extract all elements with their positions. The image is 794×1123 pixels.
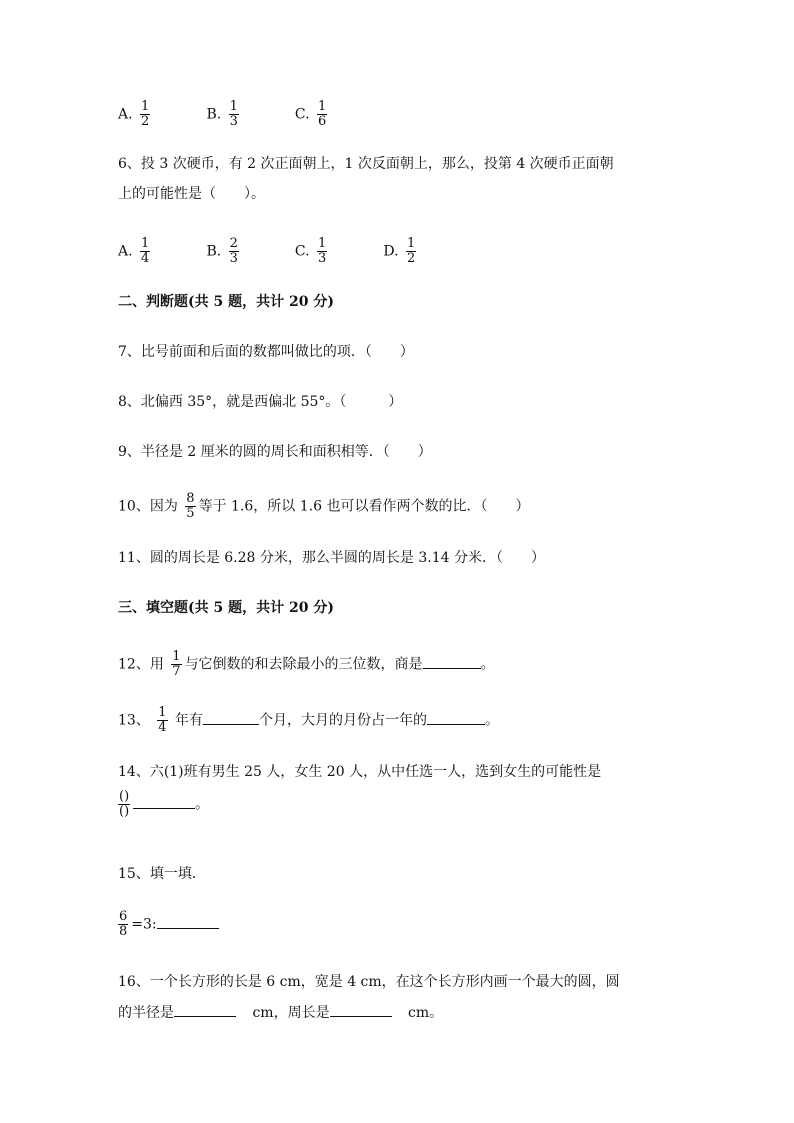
- answer-blank[interactable]: [133, 794, 195, 809]
- answer-blank[interactable]: [157, 914, 219, 929]
- section-heading-fill-blank: 三、填空题(共 5 题，共计 20 分): [118, 600, 334, 616]
- answer-blank[interactable]: [423, 654, 481, 669]
- q5-option-a: A. $\frac{1}{2}$: [118, 99, 150, 129]
- question-7: 7、比号前面和后面的数都叫做比的项．（ ）: [118, 344, 414, 360]
- fraction: $\frac{2}{3}$: [229, 236, 238, 266]
- fraction: $\frac{1}{2}$: [407, 236, 416, 266]
- question-16-line1: 16、一个长方形的长是 6 cm，宽是 4 cm，在这个长方形内画一个最大的圆，圆: [118, 974, 620, 990]
- q6-options: [118, 237, 419, 266]
- question-14-text: 14、六(1)班有男生 25 人，女生 20 人，从中任选一人，选到女生的可能性是: [118, 764, 602, 780]
- q5-option-c: C. $\frac{1}{6}$: [294, 99, 327, 129]
- q6-option-b: B. $\frac{2}{3}$: [206, 236, 238, 266]
- question-16-line2: 的半径是 cm，周长是 cm。: [118, 1002, 443, 1023]
- section-heading-judgment: 二、判断题(共 5 题，共计 20 分): [118, 294, 334, 310]
- question-15-title: 15、填一填．: [118, 866, 206, 882]
- fraction: $\frac{1}{3}$: [229, 99, 238, 129]
- question-8: 8、北偏西 35°，就是西偏北 55°。（ ）: [118, 394, 403, 410]
- fraction: $\frac{1}{6}$: [318, 99, 327, 129]
- fraction: $\frac{1}{3}$: [318, 236, 327, 266]
- question-12: 12、用 $\frac{1}{7}$ 与它倒数的和去除最小的三位数，商是 。: [118, 649, 495, 679]
- q6-option-c: C. $\frac{1}{3}$: [294, 236, 327, 266]
- fraction: $\frac{1}{4}$: [158, 705, 167, 735]
- answer-blank[interactable]: [174, 1002, 236, 1017]
- question-15-expression: $\frac{6}{8}$ =3:: [118, 910, 219, 939]
- q6-text-line1: 6、投 3 次硬币，有 2 次正面朝上，1 次反面朝上，那么，投第 4 次硬币正面朝: [118, 156, 614, 172]
- fraction: $\frac{1}{7}$: [172, 649, 181, 679]
- q6-text-line2: 上的可能性是（ ）。: [118, 186, 265, 202]
- q5-option-b: B. $\frac{1}{3}$: [206, 99, 238, 129]
- question-9: 9、半径是 2 厘米的圆的周长和面积相等．（ ）: [118, 444, 432, 460]
- fraction: $\frac{()}{()}$: [119, 789, 130, 819]
- q5-options: [118, 100, 330, 129]
- q6-option-d: D. $\frac{1}{2}$: [383, 236, 416, 266]
- fraction: $\frac{6}{8}$: [119, 909, 128, 939]
- question-14-answer: $\frac{()}{()}$ 。: [119, 789, 210, 819]
- answer-blank[interactable]: [427, 710, 485, 725]
- answer-blank[interactable]: [203, 710, 259, 725]
- fraction: $\frac{1}{4}$: [141, 236, 150, 266]
- q6-option-a: A. $\frac{1}{4}$: [118, 236, 150, 266]
- fraction: $\frac{1}{2}$: [141, 99, 150, 129]
- fraction: $\frac{8}{5}$: [186, 491, 195, 521]
- question-10: 10、因为 $\frac{8}{5}$ 等于 1.6，所以 1.6 也可以看作两个数的比．（ ）: [118, 491, 530, 521]
- answer-blank[interactable]: [330, 1002, 392, 1017]
- question-11: 11、圆的周长是 6.28 分米，那么半圆的周长是 3.14 分米．（ ）: [118, 550, 545, 566]
- question-13: 13、 $\frac{1}{4}$ 年有 个月，大月的月份占一年的 。: [118, 705, 500, 735]
